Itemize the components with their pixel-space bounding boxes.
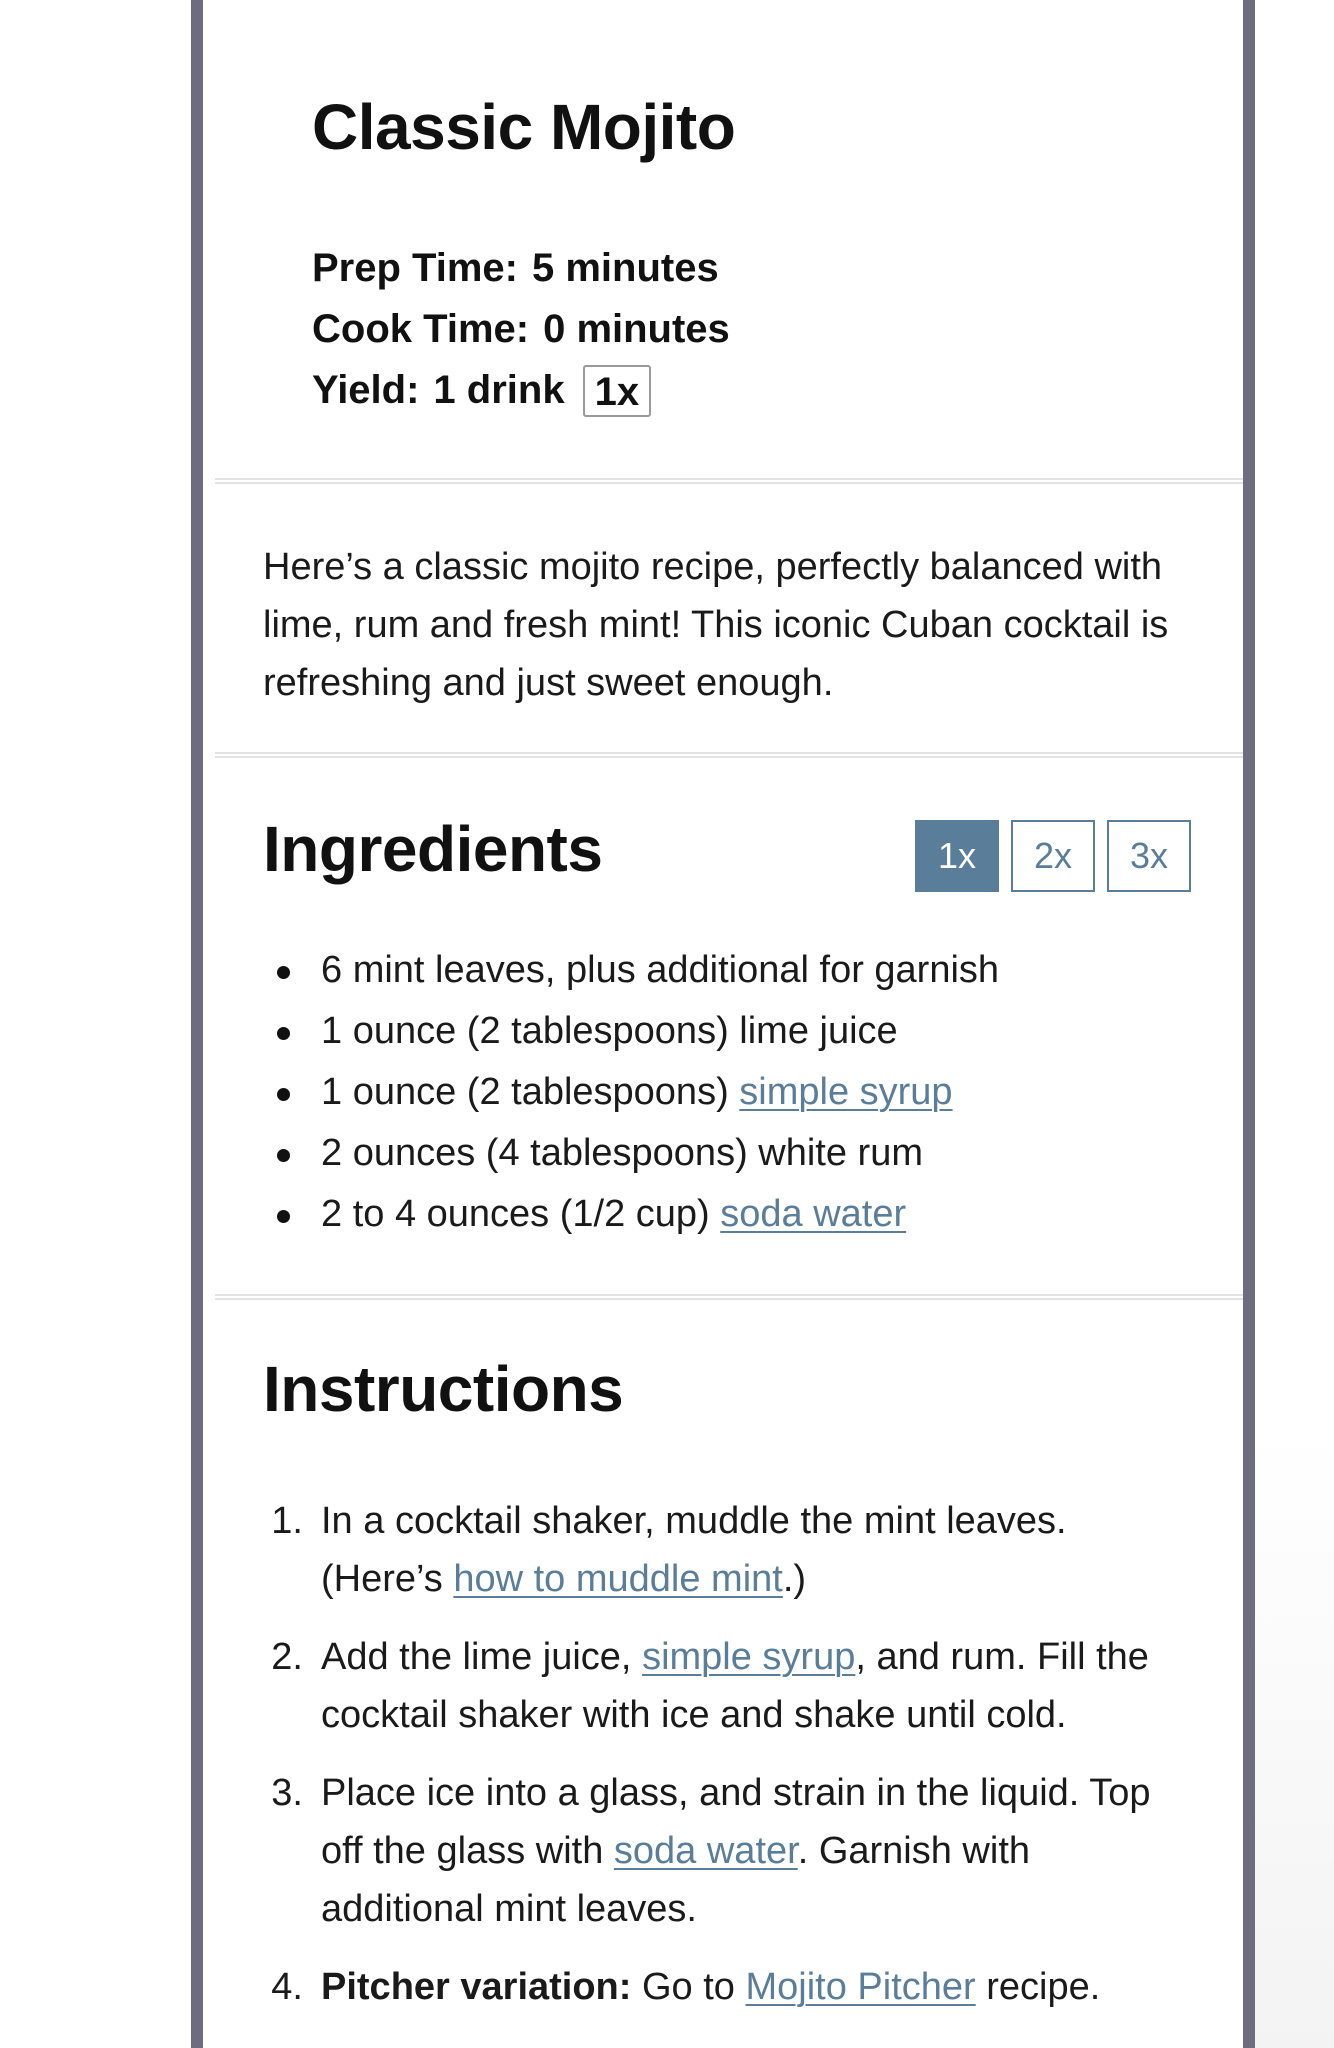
ingredient-text: 2 ounces (4 tablespoons) white rum [321, 1132, 923, 1174]
recipe-card [191, 0, 1255, 2048]
step-link[interactable]: Mojito Pitcher [745, 1966, 976, 2008]
step-bold-label: Pitcher variation: [321, 1966, 632, 2008]
background-shade [1243, 0, 1334, 2048]
instruction-step [263, 1492, 1193, 1608]
ingredient-text: 1 ounce (2 tablespoons) lime juice [321, 1010, 898, 1052]
ingredient-item [263, 1062, 999, 1123]
cook-time-label: Cook Time: [312, 307, 530, 351]
instruction-step [263, 1628, 1193, 1744]
recipe-meta [312, 238, 730, 421]
ingredients-list [263, 940, 999, 1245]
prep-time-value: 5 minutes [532, 246, 719, 290]
recipe-title: Classic Mojito [312, 91, 736, 163]
step-text: In a cocktail shaker, muddle the mint leaves. (Here’s [321, 1500, 1067, 1600]
step-text: recipe. [975, 1966, 1101, 2008]
ingredient-text: 2 to 4 ounces (1/2 cup) [321, 1193, 721, 1235]
section-divider [215, 1294, 1243, 1300]
step-text: Place ice into a glass, and strain in the liquid. Top off the glass with [321, 1772, 1151, 1872]
step-link[interactable]: how to muddle mint [453, 1558, 783, 1600]
ingredient-item [263, 940, 999, 1001]
step-number: 3. [271, 1772, 303, 1814]
instruction-step [263, 1958, 1193, 2016]
section-divider [215, 478, 1243, 484]
step-text: Add the lime juice, [321, 1636, 643, 1678]
ingredient-item [263, 1184, 999, 1245]
section-divider [215, 752, 1243, 758]
instruction-step [263, 1764, 1193, 1938]
recipe-intro: Here’s a classic mojito recipe, perfectly balanced with lime, rum and fresh mint! This iconic Cuban cocktail is refreshing and just sweet enough. [263, 546, 1169, 704]
yield-row [312, 360, 730, 421]
step-text: Go to [631, 1966, 746, 2008]
ingredients-heading: Ingredients [263, 813, 603, 885]
step-text: .) [782, 1558, 807, 1600]
step-number: 2. [271, 1636, 303, 1678]
scale-1x-button[interactable]: 1x [915, 820, 999, 892]
prep-time-label: Prep Time: [312, 246, 518, 290]
ingredient-item [263, 1001, 999, 1062]
prep-time-row [312, 238, 730, 299]
step-link[interactable]: soda water [613, 1830, 798, 1872]
step-text: . Garnish with additional mint leaves. [321, 1830, 1031, 1930]
scale-3x-button[interactable]: 3x [1107, 820, 1191, 892]
scale-toggle-group [915, 820, 1191, 892]
scale-2x-button[interactable]: 2x [1011, 820, 1095, 892]
step-link[interactable]: simple syrup [642, 1636, 856, 1678]
step-number: 4. [271, 1966, 303, 2008]
ingredient-link[interactable]: simple syrup [739, 1071, 953, 1113]
cook-time-row [312, 299, 730, 360]
step-number: 1. [271, 1500, 303, 1542]
cook-time-value: 0 minutes [543, 307, 730, 351]
instructions-list [263, 1492, 1193, 2036]
ingredient-text: 1 ounce (2 tablespoons) [321, 1071, 740, 1113]
ingredient-item [263, 1123, 999, 1184]
yield-label: Yield: [312, 368, 420, 412]
instructions-heading: Instructions [263, 1353, 624, 1425]
yield-multiplier-badge: 1x [583, 365, 652, 417]
ingredient-link[interactable]: soda water [720, 1193, 907, 1235]
step-text: , and rum. Fill the cocktail shaker with ice and shake until cold. [321, 1636, 1149, 1736]
yield-value: 1 drink [433, 368, 565, 412]
ingredient-text: 6 mint leaves, plus additional for garnish [321, 949, 1000, 991]
